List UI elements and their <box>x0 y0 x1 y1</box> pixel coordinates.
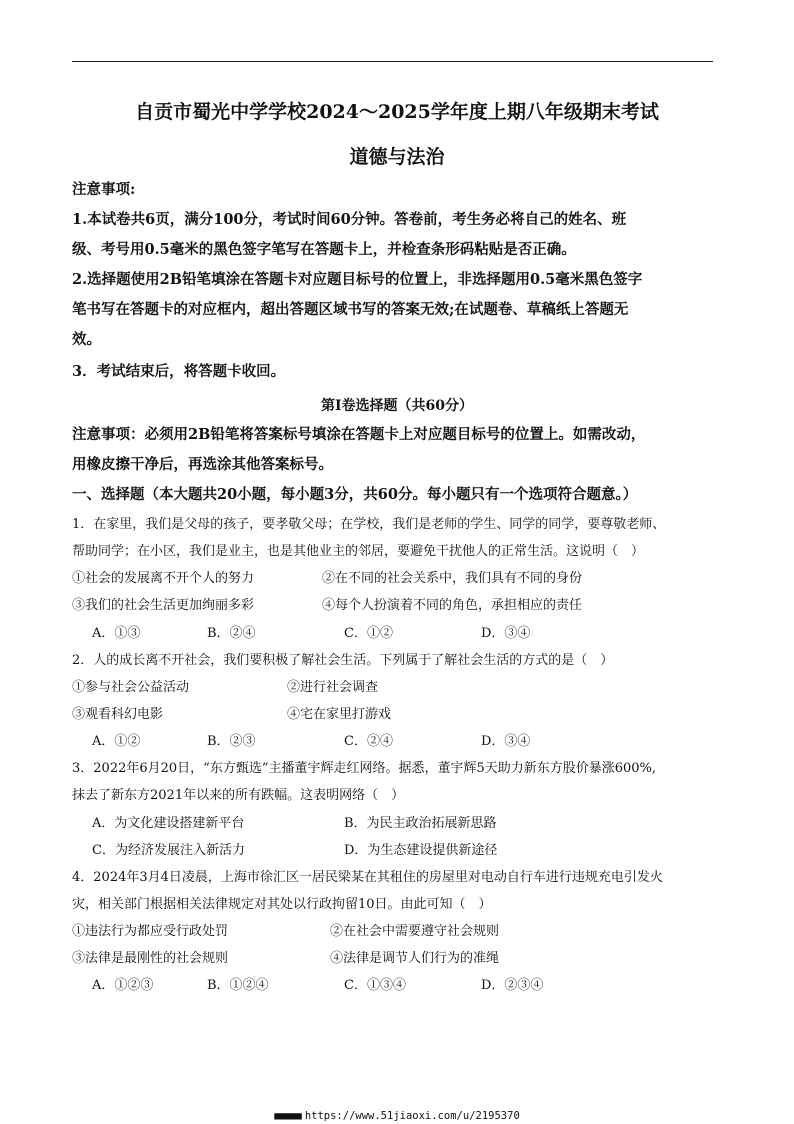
question-option: ④宅在家里打游戏 <box>287 707 392 722</box>
question-option: ③观看科幻电影 <box>72 707 164 722</box>
answer-choice: A．①② <box>92 734 141 749</box>
answer-choice: A．①②③ <box>92 978 154 993</box>
answer-choice: D．③④ <box>481 734 531 749</box>
question-option: ①参与社会公益活动 <box>72 680 190 695</box>
footer-url[interactable]: https://www.51jiaoxi.com/u/2195370 <box>304 1110 520 1122</box>
answer-choice: C．①② <box>344 626 393 641</box>
question-stem: 灾，相关部门根据相关法律规定对其处以行政拘留10日。由此可知（ ） <box>72 897 492 912</box>
answer-choice: A．①③ <box>92 626 141 641</box>
question-option: ④每个人扮演着不同的角色，承担相应的责任 <box>322 598 583 613</box>
notice-heading: 注意事项: <box>72 181 136 198</box>
exam-title: 自贡市蜀光中学学校2024～2025学年度上期八年级期末考试 <box>135 101 659 123</box>
question-option: ③我们的社会生活更加绚丽多彩 <box>72 598 255 613</box>
answer-choice: D．为生态建设提供新途径 <box>344 843 498 858</box>
answer-choice: A．为文化建设搭建新平台 <box>92 816 245 831</box>
question-option: ②进行社会调查 <box>287 680 379 695</box>
top-rule <box>72 61 713 62</box>
question-stem: 抹去了新东方2021年以来的所有跌幅。这表明网络（ ） <box>72 788 405 803</box>
question-stem: 4．2024年3月4日凌晨，上海市徐汇区一居民梁某在其租住的房屋里对电动自行车进行违规充电引发火 <box>72 870 663 885</box>
answer-choice: B．②③ <box>207 734 256 749</box>
section-heading: 一、选择题（本大题共20小题，每小题3分，共60分。每小题只有一个选项符合题意。） <box>72 486 638 503</box>
notice-line: 笔书写在答题卡的对应框内，超出答题区域书写的答案无效;在试题卷、草稿纸上答题无 <box>72 301 629 318</box>
part1-notice-line: 用橡皮擦干净后，再选涂其他答案标号。 <box>72 456 333 473</box>
answer-choice: D．②③④ <box>481 978 544 993</box>
question-option: ①社会的发展离不开个人的努力 <box>72 571 255 586</box>
question-stem: 1．在家里，我们是父母的孩子，要孝敬父母；在学校，我们是老师的学生、同学的同学，要尊敬老师、 <box>72 517 666 532</box>
notice-line: 2.选择题使用2B铅笔填涂在答题卡对应题目标号的位置上，非选择题用0.5毫米黑色签字 <box>72 271 643 288</box>
footer-mark: ■■■■■ <box>274 1110 301 1122</box>
answer-choice: C．①③④ <box>344 978 406 993</box>
question-option: ②在不同的社会关系中，我们具有不同的身份 <box>322 571 583 586</box>
question-stem: 2．人的成长离不开社会，我们要积极了解社会生活。下列属于了解社会生活的方式的是（ ） <box>72 653 614 668</box>
question-stem: 3．2022年6月20日，“东方甄选”主播董宇辉走红网络。据悉，董宇辉5天助力新东方股价暴涨600%, <box>72 761 657 776</box>
answer-choice: B．为民主政治拓展新思路 <box>344 816 497 831</box>
answer-choice: C．为经济发展注入新活力 <box>92 843 245 858</box>
notice-line: 1.本试卷共6页，满分100分，考试时间60分钟。答卷前，考生务必将自己的姓名、班 <box>72 211 627 228</box>
question-option: ②在社会中需要遵守社会规则 <box>330 924 500 939</box>
question-option: ①违法行为都应受行政处罚 <box>72 924 229 939</box>
notice-line: 效。 <box>72 331 101 348</box>
question-option: ③法律是最刚性的社会规则 <box>72 951 229 966</box>
answer-choice: B．②④ <box>207 626 256 641</box>
question-option: ④法律是调节人们行为的准绳 <box>330 951 500 966</box>
answer-choice: B．①②④ <box>207 978 269 993</box>
answer-choice: D．③④ <box>481 626 531 641</box>
notice-line: 级、考号用0.5毫米的黑色签字笔写在答题卡上，并检查条形码粘贴是否正确。 <box>72 241 576 258</box>
part1-notice-line: 注意事项：必须用2B铅笔将答案标号填涂在答题卡上对应题目标号的位置上。如需改动， <box>72 426 646 443</box>
page-footer <box>0 1110 794 1122</box>
part1-title: 第Ⅰ卷选择题（共60分） <box>320 398 474 414</box>
answer-choice: C．②④ <box>344 734 393 749</box>
notice-line: 3．考试结束后，将答题卡收回。 <box>72 363 286 380</box>
subject-title: 道德与法治 <box>349 146 445 168</box>
question-stem: 帮助同学；在小区，我们是业主，也是其他业主的邻居，要避免干扰他人的正常生活。这说明（ ） <box>72 544 645 559</box>
